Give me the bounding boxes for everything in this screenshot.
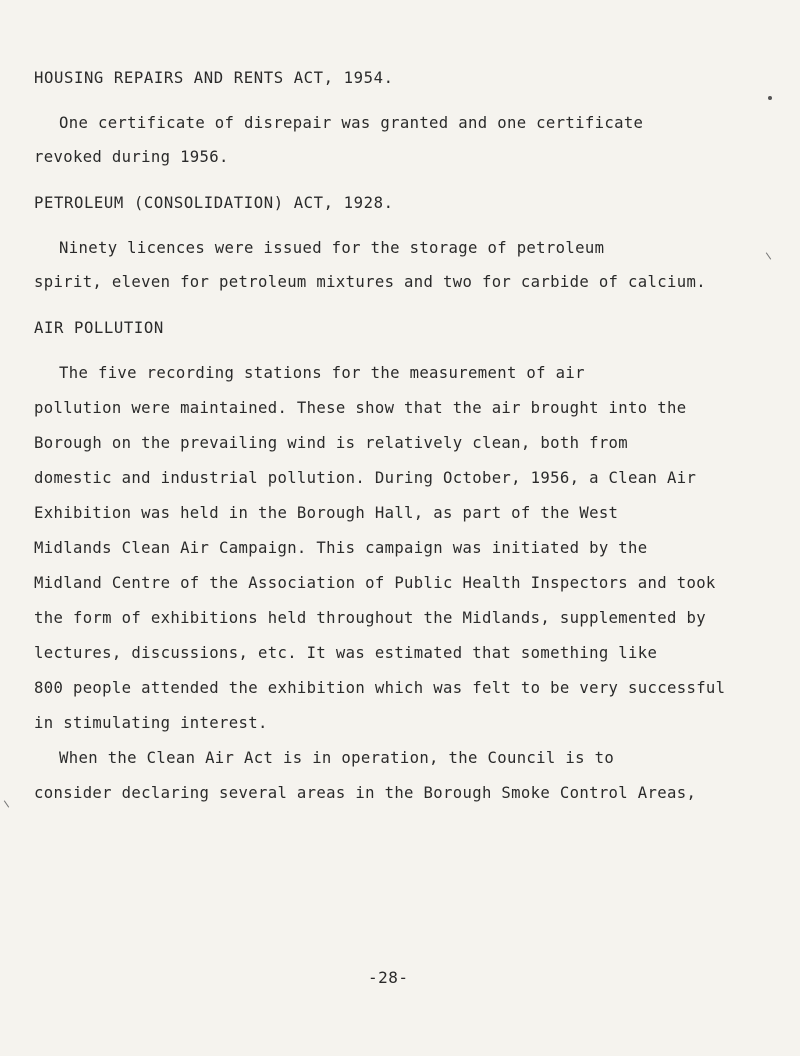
scan-mark xyxy=(4,800,9,807)
scan-speck xyxy=(768,96,772,100)
body-line: the form of exhibitions held throughout the Midlands, supplemented by xyxy=(34,609,706,627)
body-line: When the Clean Air Act is in operation, the Council is to xyxy=(59,749,615,767)
body-line: Midland Centre of the Association of Public Health Inspectors and took xyxy=(34,574,716,592)
body-line: Exhibition was held in the Borough Hall, as part of the West xyxy=(34,504,619,522)
heading-air-pollution: AIR POLLUTION xyxy=(34,319,164,337)
body-line: Midlands Clean Air Campaign. This campaign was initiated by the xyxy=(34,539,648,557)
scan-mark xyxy=(766,252,771,259)
body-line: 800 people attended the exhibition which was felt to be very successful xyxy=(34,679,726,697)
body-line: domestic and industrial pollution. During October, 1956, a Clean Air xyxy=(34,469,697,487)
body-line: One certificate of disrepair was granted and one certificate xyxy=(59,114,644,132)
body-line: pollution were maintained. These show that the air brought into the xyxy=(34,399,687,417)
body-line: Borough on the prevailing wind is relatively clean, both from xyxy=(34,434,629,452)
body-line: The five recording stations for the measurement of air xyxy=(59,364,585,382)
body-line: spirit, eleven for petroleum mixtures and two for carbide of calcium. xyxy=(34,273,706,291)
page-number: -28- xyxy=(368,968,409,987)
heading-petroleum-act: PETROLEUM (CONSOLIDATION) ACT, 1928. xyxy=(34,194,394,212)
body-line: revoked during 1956. xyxy=(34,148,229,166)
body-line: Ninety licences were issued for the storage of petroleum xyxy=(59,239,605,257)
body-line: lectures, discussions, etc. It was estimated that something like xyxy=(34,644,658,662)
body-line: in stimulating interest. xyxy=(34,714,268,732)
heading-housing-repairs-act: HOUSING REPAIRS AND RENTS ACT, 1954. xyxy=(34,69,394,87)
body-line: consider declaring several areas in the Borough Smoke Control Areas, xyxy=(34,784,697,802)
